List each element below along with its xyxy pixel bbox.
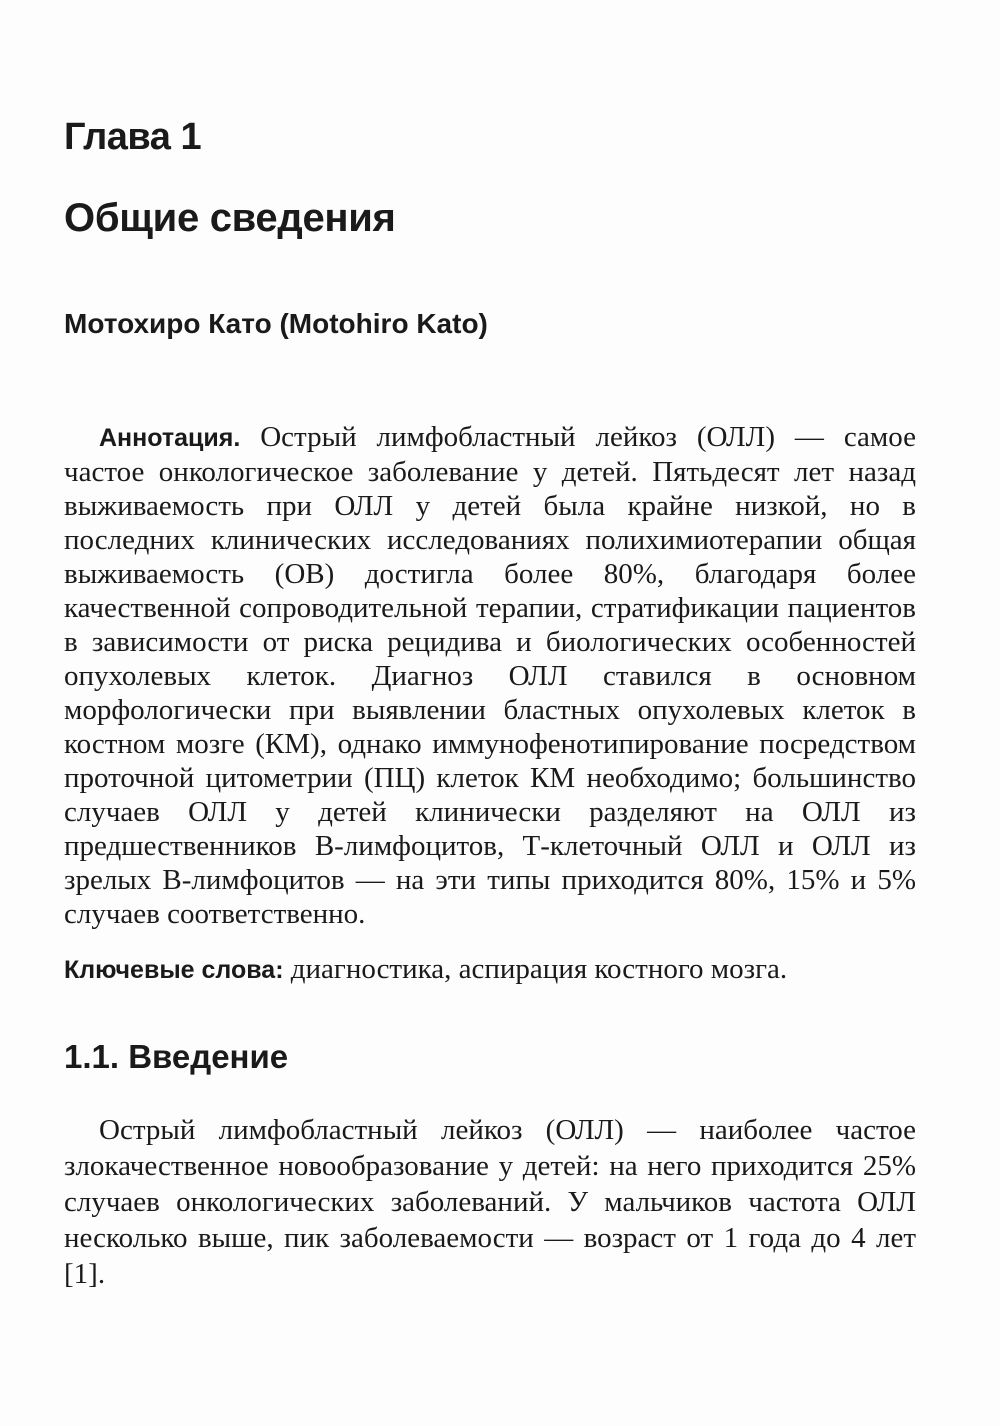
keywords-label: Ключевые слова: (64, 956, 284, 984)
keywords-text: диагностика, аспирация костного мозга. (283, 953, 788, 985)
chapter-label: Глава 1 (64, 116, 202, 158)
chapter-title: Общие сведения (64, 196, 396, 240)
annotation-label: Аннотация. (99, 424, 241, 452)
annotation-paragraph (64, 420, 916, 931)
author-name: Мотохиро Като (Motohiro Kato) (64, 308, 488, 339)
section-heading: 1.1. Введение (64, 1038, 289, 1075)
intro-paragraph: Острый лимфобластный лейкоз (ОЛЛ) — наиболее частое злокачественное новообразование у детей: на него приходится 25% случаев онкологических заболеваний. У мальчиков частота ОЛЛ несколько выше, пик заболеваемости — возраст от 1 года до 4 лет [1]. (64, 1114, 916, 1290)
annotation-text: Острый лимфобластный лейкоз (ОЛЛ) — самое частое онкологическое заболевание у детей. Пятьдесят лет назад выживаемость при ОЛЛ у детей была крайне низкой, но в последних клинических исследованиях полихимиотерапии общая выживаемость (ОВ) достигла более 80%, благодаря более качественной сопроводительной терапии, стратификации пациентов в зависимости от риска рецидива и биологических особенностей опухолевых клеток. Диагноз ОЛЛ ставился в основном морфологически при выявлении бластных опухолевых клеток в костном мозге (КМ), однако иммунофенотипирование посредством проточной цитометрии (ПЦ) клеток КМ необходимо; большинство случаев ОЛЛ у детей клинически разделяют на ОЛЛ из предшественников В-лимфоцитов, Т-клеточный ОЛЛ и ОЛЛ из зрелых В-лимфоцитов — на эти типы приходится 80%, 15% и 5% случаев соответственно. (64, 421, 916, 930)
keywords-paragraph (64, 952, 916, 987)
